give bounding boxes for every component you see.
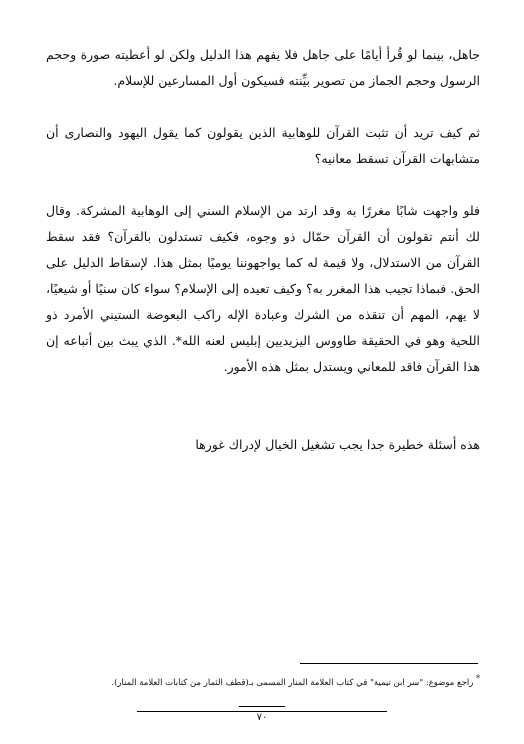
footnote-marker: *	[476, 674, 480, 683]
page-number: ٧٠	[256, 712, 268, 723]
page-number-rule-short	[239, 706, 285, 707]
footnote-separator	[300, 663, 478, 664]
footnote	[46, 672, 480, 690]
paragraph-3: فلو واجهت شابًا مغررًا به وقد ارتد من الإسلام السني إلى الوهابية المشركة. وقال لك أنتم تقولون أن القرآن حمّال ذو وجوه، فكيف تستدلون بالقرآن؟ فقد سقط القرآن من الاستدلال، ولا قيمة له كما يواجهوننا يوميًا بمثل هذا. لإسقاط الدليل على الحق. فبماذا تجيب هذا المغرر به؟ وكيف تعيده إلى الإسلام؟ سواء كان سنيًا أو شيعيًا، لا يهم، المهم أن تنقذه من الشرك وعبادة الإله راكب البعوضة الستيني الأمرد ذو اللحية وهو في الحقيقة طاووس اليزيديين إبليس لعنه الله*. الذي يبث بين أتباعه إن هذا القرآن فاقد للمعاني ويستدل بمثل هذه الأمور.	[46, 203, 480, 374]
footnote-text: راجع موضوع: "سر ابن تيمية" في كتاب العلامة المنار المسمى بـ(قطف الثمار من كتابات العلامة المنار).	[111, 677, 474, 688]
paragraph-4: هذه أسئلة خطيرة جدا يجب تشغيل الخيال لإدراك غورها	[195, 437, 480, 452]
paragraph-2: ثم كيف تريد أن تثبت القرآن للوهابية الذين يقولون كما يقول اليهود والنصارى أن متشابهات القرآن تسقط معانيه؟	[46, 125, 480, 166]
paragraph-1: جاهل، بينما لو قُرأ أيامًا على جاهل فلا يفهم هذا الدليل ولكن لو أعطيته صورة وحجم الرسول وحجم الجماز من تصوير بيِّنته فسيكون أول المسارعين للإسلام.	[46, 47, 480, 88]
